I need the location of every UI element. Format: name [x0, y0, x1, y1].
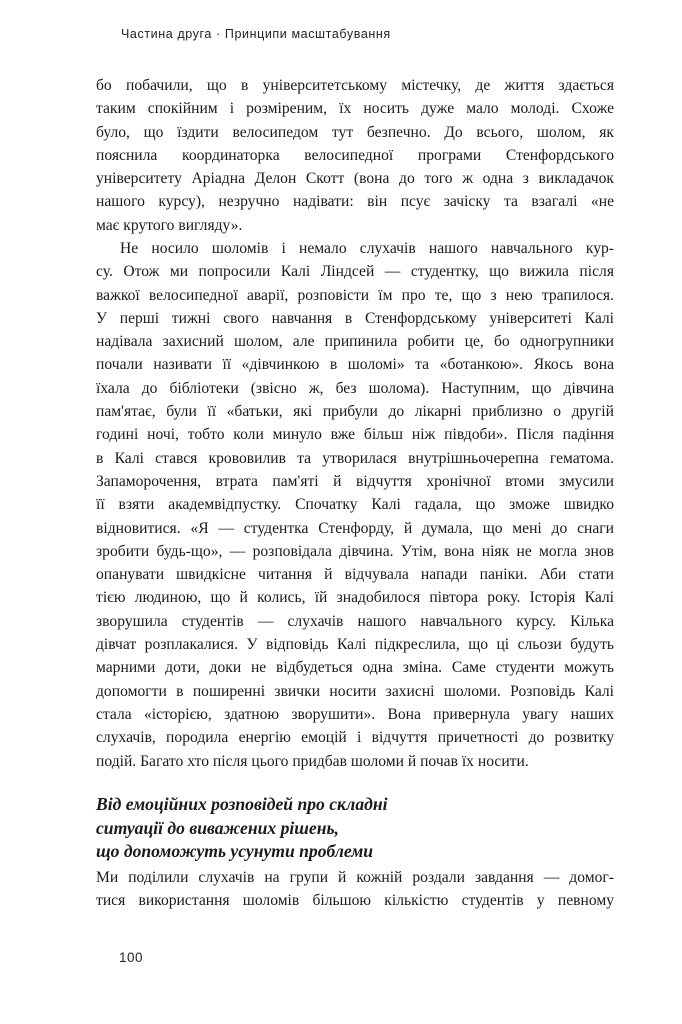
text-line: подій. Багато хто після цього придбав шоломи й почав їх носити. [96, 752, 529, 770]
text-line: їхала до бібліотеки (звісно ж, без шолома). Наступним, що дівчина [96, 379, 614, 397]
paragraph-1 [96, 74, 614, 237]
text-line: було, що їздити велосипедом тут безпечно. До всього, шолом, як [96, 123, 614, 141]
paragraph-3 [96, 866, 614, 913]
body-paragraph [96, 74, 614, 237]
text-line: має крутого вигляду». [96, 216, 243, 234]
text-line: в Калі стався крововилив та утворилася внутрішньочерепна гематома. [96, 449, 614, 467]
text-line: опанувати швидкісне читання й відчувала напади паніки. Аби стати [96, 566, 614, 584]
text-line: допомогти в поширенні звички носити захисні шоломи. Розповідь Калі [96, 682, 614, 700]
running-header: Частина друга · Принципи масштабування [121, 27, 391, 41]
text-line: таким спокійним і розміреним, їх носить дуже мало молоді. Схоже [96, 100, 614, 118]
body-paragraph [96, 866, 614, 913]
heading-line: Від емоційних розповідей про складні [96, 794, 388, 814]
heading-line: ситуації до виважених рішень, [96, 817, 339, 838]
section-heading [96, 793, 616, 864]
text-line: тися використання шоломів більшою кількістю студентів у певному [96, 892, 614, 910]
text-line: бо побачили, що в університетському містечку, де життя здається [96, 77, 614, 94]
paragraph-2 [96, 237, 614, 773]
text-line: зворушила студентів — слухачів нашого навчального курсу. Кілька [96, 612, 614, 630]
text-line: марними доти, доки не відбудеться одна зміна. Саме студенти можуть [96, 659, 614, 677]
text-line: відновитися. «Я — студентка Стенфорду, й думала, що мені до снаги [96, 519, 614, 537]
text-line: су. Отож ми попросили Калі Ліндсей — студентку, що вижила після [96, 263, 614, 281]
text-line: пам'ятає, були її «батьки, які прибули до лікарні приблизно о другій [96, 403, 614, 421]
text-line: нашого курсу), незручно надівати: він псує зачіску та взагалі «не [96, 193, 614, 211]
text-line: слухачів, породила енергію емоцій і відчуття причетності до розвитку [96, 729, 614, 747]
text-line: зробити будь-що», — розповідала дівчина. Утім, вона ніяк не могла знов [96, 542, 614, 560]
text-line: стала «історією, здатною зворушити». Вона привернула увагу наших [96, 705, 614, 723]
text-line: надівала захисний шолом, але припинила робити це, бо одногрупники [96, 333, 614, 351]
text-line: У перші тижні свого навчання в Стенфордському університеті Калі [96, 309, 614, 327]
text-line: почали називати її «дівчинкою в шоломі» та «ботанкою». Якось вона [96, 356, 614, 374]
text-line: тією людиною, що й колись, їй знадобилося півтора року. Історія Калі [96, 589, 614, 607]
body-paragraph [96, 237, 614, 773]
text-line: її взяти академвідпустку. Спочатку Калі гадала, що зможе швидко [96, 496, 614, 514]
text-line: Ми поділили слухачів на групи й кожній роздали завдання — домог- [96, 869, 614, 886]
text-line: годині ночі, тобто коли минуло вже більш ніж півдоби». Після падіння [96, 426, 614, 444]
text-line: Не носило шоломів і немало слухачів нашого навчального кур- [120, 240, 614, 257]
text-line: пояснила координаторка велосипедної програми Стенфордського [96, 146, 614, 164]
text-line: дівчат розплакалися. У відповідь Калі підкреслила, що ці сльози будуть [96, 636, 614, 654]
heading-line: що допоможуть усунути проблеми [96, 841, 374, 861]
text-line: університету Аріадна Делон Скотт (вона до того ж одна з викладачок [96, 170, 614, 188]
text-line: важкої велосипедної аварії, розповісти їм про те, що з нею трапилося. [96, 286, 614, 304]
text-line: Запаморочення, втрата пам'яті й відчуття хронічної втоми змусили [96, 472, 614, 490]
page-number: 100 [119, 950, 144, 965]
